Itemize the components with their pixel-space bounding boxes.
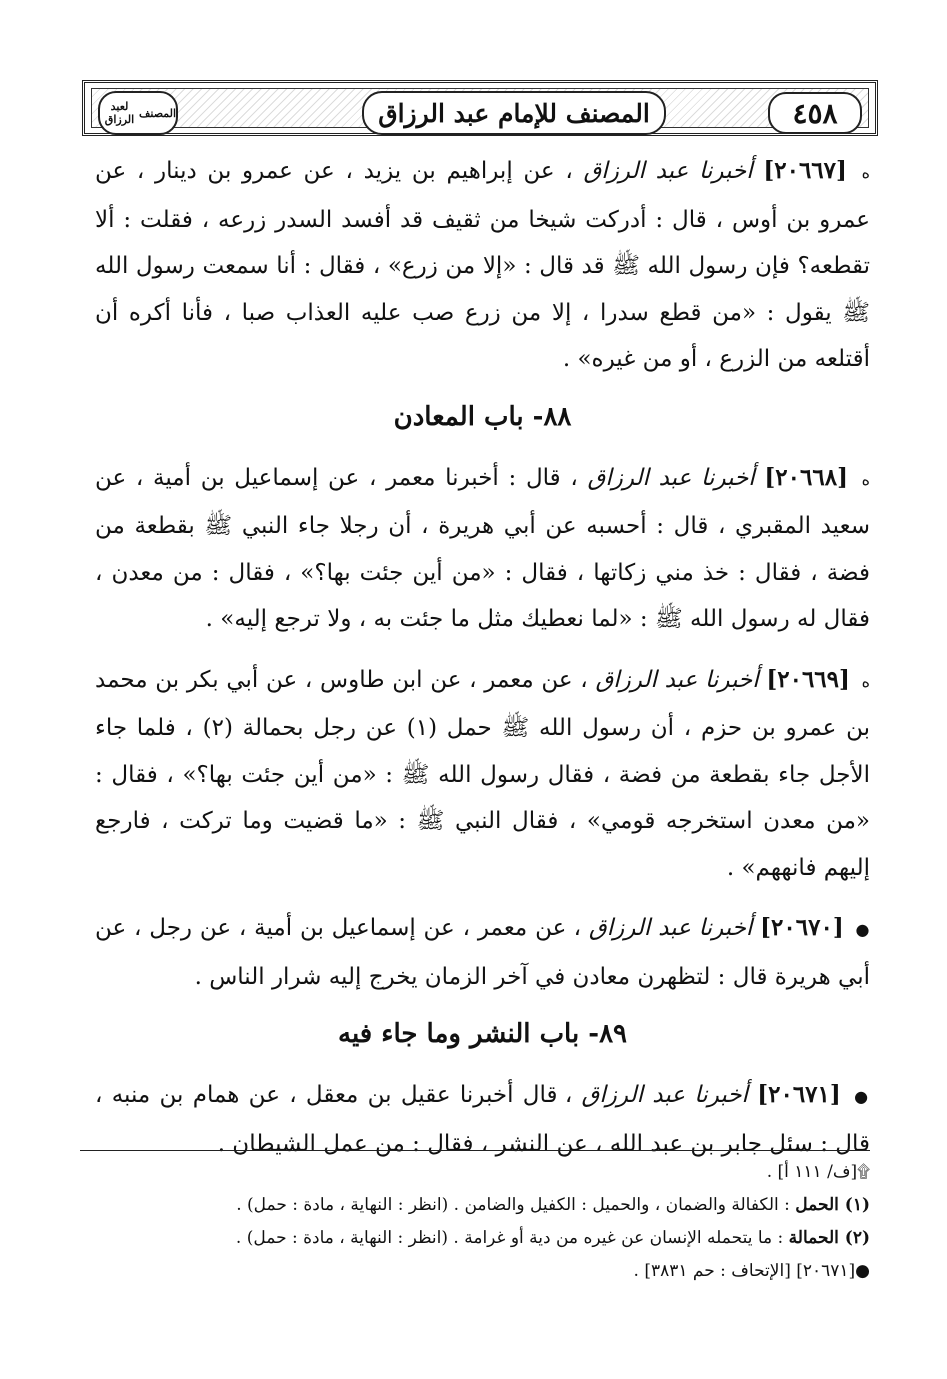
entry-source: أخبرنا عبد الرزاق	[583, 158, 753, 184]
footnote-1	[95, 1191, 870, 1220]
main-text	[95, 148, 870, 1181]
entry-text: ، عن معمر ، عن ابن طاوس ، عن أبي بكر بن محمد بن عمرو بن حزم ، أن رسول الله ﷺ حمل (١) عن رجل بحمالة (٢) ، فلما جاء الأجل جاء بقطعة من فضة ، فقال رسول الله ﷺ : «من أين جئت بها؟» ، فقال : «من معدن استخرجه قومي» ، فقال النبي ﷺ : «ما قضيت وما تركت ، فارجع إليهم فانههم» .	[95, 666, 870, 881]
entry-source: أخبرنا عبد الرزاق	[581, 1082, 748, 1108]
footnote-1-label: (١) الحمل	[795, 1195, 870, 1215]
hadith-entry	[95, 148, 870, 383]
entry-number: [٢٠٦٦٨]	[764, 463, 848, 491]
emblem-line-2: لعبد الرزاق	[104, 100, 135, 126]
entry-number: [٢٠٦٦٩]	[766, 665, 850, 693]
entry-source: أخبرنا عبد الرزاق	[595, 666, 759, 693]
entry-number: [٢٠٦٦٧]	[763, 157, 847, 184]
page-header	[82, 80, 878, 136]
title-emblem	[98, 91, 178, 135]
manuscript-reference: ۩[ف/ ١١١ أ] .	[766, 1162, 870, 1182]
footnote-2-label: (٢) الحمالة	[788, 1228, 870, 1248]
hadith-entry	[95, 1072, 870, 1167]
running-title: المصنف للإمام عبد الرزاق	[362, 91, 666, 135]
emblem-line-1: المصنف	[138, 106, 176, 120]
footnotes	[95, 1158, 870, 1290]
entry-marker: ه	[861, 469, 871, 489]
entry-number: [٢٠٦٧٠]	[760, 914, 844, 941]
entry-text: ، عن معمر ، عن إسماعيل بن أمية ، عن رجل ، عن أبي هريرة قال : لتظهرن معادن في آخر الزمان يخرج إليه شرار الناس .	[95, 915, 870, 990]
footnote-2	[95, 1224, 870, 1253]
hadith-entry	[95, 455, 870, 643]
entry-number: [٢٠٦٧١]	[757, 1081, 841, 1108]
entry-marker: ه	[861, 163, 871, 182]
entry-source: أخبرنا عبد الرزاق	[588, 915, 753, 941]
entry-marker: ●	[854, 1087, 871, 1106]
hadith-entry	[95, 905, 870, 1000]
chapter-heading: ٨٨- باب المعادن	[393, 401, 572, 432]
page-number: ٤٥٨	[768, 92, 862, 134]
entry-marker: ه	[861, 671, 871, 691]
chapter-heading: ٨٩- باب النشر وما جاء فيه	[338, 1019, 627, 1049]
footnote-divider	[80, 1150, 870, 1151]
hadith-entry	[95, 657, 870, 892]
header-ornament-band	[91, 88, 869, 128]
footnote-2-text: : ما يتحمله الإنسان عن غيره من دية أو غرامة . (انظر : النهاية ، مادة : حمل) .	[235, 1228, 784, 1248]
ithaf-reference: ●[٢٠٦٧١] [الإتحاف : حم ٣٨٣١] .	[633, 1261, 870, 1281]
footnote-1-text: : الكفالة والضمان ، والحميل : الكفيل والضامن . (انظر : النهاية ، مادة : حمل) .	[236, 1195, 790, 1215]
entry-text: ، قال أخبرنا عقيل بن معقل ، عن همام بن منبه ، قال : سئل جابر بن عبد الله ، عن النشر ، فقال : من عمل الشيطان .	[95, 1082, 870, 1157]
entry-marker: ●	[855, 920, 871, 939]
entry-source: أخبرنا عبد الرزاق	[587, 464, 755, 491]
entry-text: ، قال : أخبرنا معمر ، عن إسماعيل بن أمية ، عن سعيد المقبري ، قال : أحسبه عن أبي هريرة ، أن رجلا جاء النبي ﷺ بقطعة من فضة ، فقال : خذ مني زكاتها ، فقال : «من أين جئت بها؟» ، فقال : من معدن ، فقال له رسول الله ﷺ : «لما نعطيك مثل ما جئت به ، ولا ترجع إليه» .	[95, 464, 870, 632]
entry-text: ، عن إبراهيم بن يزيد ، عن عمرو بن دينار ، عن عمرو بن أوس ، قال : أدركت شيخا من ثقيف قد أفسد السدر زرعه ، فقلت : ألا تقطعه؟ فإن رسول الله ﷺ قد قال : «إلا من زرع» ، فقال : أنا سمعت رسول الله ﷺ يقول : «من قطع سدرا ، إلا من زرع صب عليه العذاب صبا ، فأنا أكره أن أقتلعه من الزرع ، أو من غيره» .	[95, 158, 870, 372]
